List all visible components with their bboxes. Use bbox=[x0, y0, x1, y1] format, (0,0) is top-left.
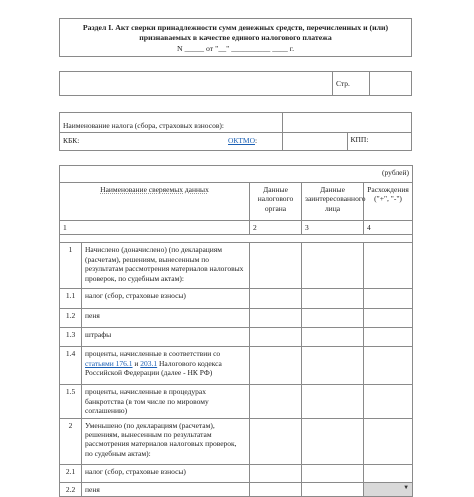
row-number: 1.1 bbox=[60, 289, 82, 309]
col-number-3: 3 bbox=[302, 221, 364, 235]
row-value-tax[interactable] bbox=[250, 328, 302, 347]
row-value-diff[interactable] bbox=[364, 385, 413, 418]
unit-label: (рублей) bbox=[60, 166, 413, 183]
table-row bbox=[60, 385, 413, 418]
row-value-tax[interactable] bbox=[250, 482, 302, 496]
row-value-diff[interactable] bbox=[364, 418, 413, 464]
row-value-tax[interactable] bbox=[250, 464, 302, 482]
row-value-tax[interactable] bbox=[250, 418, 302, 464]
row-value-person[interactable] bbox=[302, 385, 364, 418]
row-number: 1.3 bbox=[60, 328, 82, 347]
row-value-diff-dropdown[interactable] bbox=[364, 482, 413, 496]
row-text: налог (сбор, страховые взносы) bbox=[82, 289, 250, 309]
row-value-person[interactable] bbox=[302, 464, 364, 482]
row-number: 2 bbox=[60, 418, 82, 464]
row-value-diff[interactable] bbox=[364, 347, 413, 385]
spacer-row bbox=[60, 235, 413, 243]
oktmo-colon: : bbox=[255, 136, 258, 146]
table-row bbox=[60, 347, 413, 385]
row-value-tax[interactable] bbox=[250, 309, 302, 328]
table-row bbox=[60, 464, 413, 482]
row-number: 1.4 bbox=[60, 347, 82, 385]
tax-name-label: Наименование налога (сбора, страховых взносов): bbox=[60, 113, 283, 133]
row-value-diff[interactable] bbox=[364, 243, 413, 289]
act-number-line: N _____ от "__" __________ ____ г. bbox=[176, 43, 295, 53]
table-row bbox=[60, 289, 413, 309]
article-176-1-link[interactable]: статьями 176.1 bbox=[85, 358, 133, 368]
header-discrepancy: Расхождения ("+", "-") bbox=[364, 183, 413, 221]
col-number-2: 2 bbox=[250, 221, 302, 235]
row-text: проценты, начисленные в соответствии со статьями 176.1 и 203.1 Налогового кодекса Российской Федерации (далее - НК РФ) bbox=[82, 347, 250, 385]
row-value-tax[interactable] bbox=[250, 243, 302, 289]
row-number: 1 bbox=[60, 243, 82, 289]
row-number: 1.2 bbox=[60, 309, 82, 328]
row-text: пеня bbox=[82, 482, 250, 496]
table-row bbox=[60, 328, 413, 347]
row-value-person[interactable] bbox=[302, 347, 364, 385]
row-text: штрафы bbox=[82, 328, 250, 347]
row-value-person[interactable] bbox=[302, 482, 364, 496]
row-value-tax[interactable] bbox=[250, 347, 302, 385]
col-number-4: 4 bbox=[364, 221, 413, 235]
row-value-person[interactable] bbox=[302, 243, 364, 289]
act-title: Раздел I. Акт сверки принадлежности сумм денежных средств, перечисленных и (или) признаваемых в качестве единого налогового платежа bbox=[82, 23, 389, 43]
tax-codes-block bbox=[59, 112, 412, 151]
row-text: пеня bbox=[82, 309, 250, 328]
reconciliation-table bbox=[59, 165, 413, 497]
row-value-diff[interactable] bbox=[364, 464, 413, 482]
row-text: проценты, начисленные в процедурах банкротства (в том числе по мировому соглашению) bbox=[82, 385, 250, 418]
page-row bbox=[59, 71, 412, 96]
row-value-diff[interactable] bbox=[364, 328, 413, 347]
row-text: Уменьшено (по декларациям (расчетам), решениям, вынесенным по результатам рассмотрения материалов налоговых проверок, по судебным актам): bbox=[82, 418, 250, 464]
oktmo-field[interactable] bbox=[283, 133, 348, 151]
kbk-oktmo-cell bbox=[60, 133, 283, 151]
row-number: 1.5 bbox=[60, 385, 82, 418]
row-value-person[interactable] bbox=[302, 418, 364, 464]
table-row bbox=[60, 243, 413, 289]
page-number-field[interactable] bbox=[370, 72, 412, 96]
page-label: Стр. bbox=[333, 72, 370, 96]
row-value-person[interactable] bbox=[302, 328, 364, 347]
row-value-diff[interactable] bbox=[364, 309, 413, 328]
row-value-diff[interactable] bbox=[364, 289, 413, 309]
kbk-label: КБК: bbox=[63, 136, 80, 146]
row-number: 2.1 bbox=[60, 464, 82, 482]
row-value-person[interactable] bbox=[302, 309, 364, 328]
chevron-down-icon[interactable]: ▼ bbox=[403, 484, 410, 491]
article-203-1-link[interactable]: 203.1 bbox=[140, 358, 158, 368]
oktmo-link[interactable]: ОКТМО bbox=[228, 136, 255, 146]
header-name: Наименование сверяемых данных bbox=[60, 183, 250, 221]
kpp-label: КПП: bbox=[347, 133, 412, 151]
table-row bbox=[60, 482, 413, 496]
row-value-person[interactable] bbox=[302, 289, 364, 309]
row-text: Начислено (доначислено) (по декларациям (расчетам), решениям, вынесенным по результатам рассмотрения материалов налоговых проверок, по судебным актам): bbox=[82, 243, 250, 289]
row-text: налог (сбор, страховые взносы) bbox=[82, 464, 250, 482]
act-title-box bbox=[59, 18, 412, 57]
col-number-1: 1 bbox=[60, 221, 250, 235]
tax-name-field[interactable] bbox=[283, 113, 412, 133]
row-value-tax[interactable] bbox=[250, 289, 302, 309]
row-number: 2.2 bbox=[60, 482, 82, 496]
page-row-blank[interactable] bbox=[60, 72, 333, 96]
header-tax-authority: Данные налогового органа bbox=[250, 183, 302, 221]
row-value-tax[interactable] bbox=[250, 385, 302, 418]
table-row bbox=[60, 309, 413, 328]
header-interested-person: Данные заинтересованного лица bbox=[302, 183, 364, 221]
table-row bbox=[60, 418, 413, 464]
